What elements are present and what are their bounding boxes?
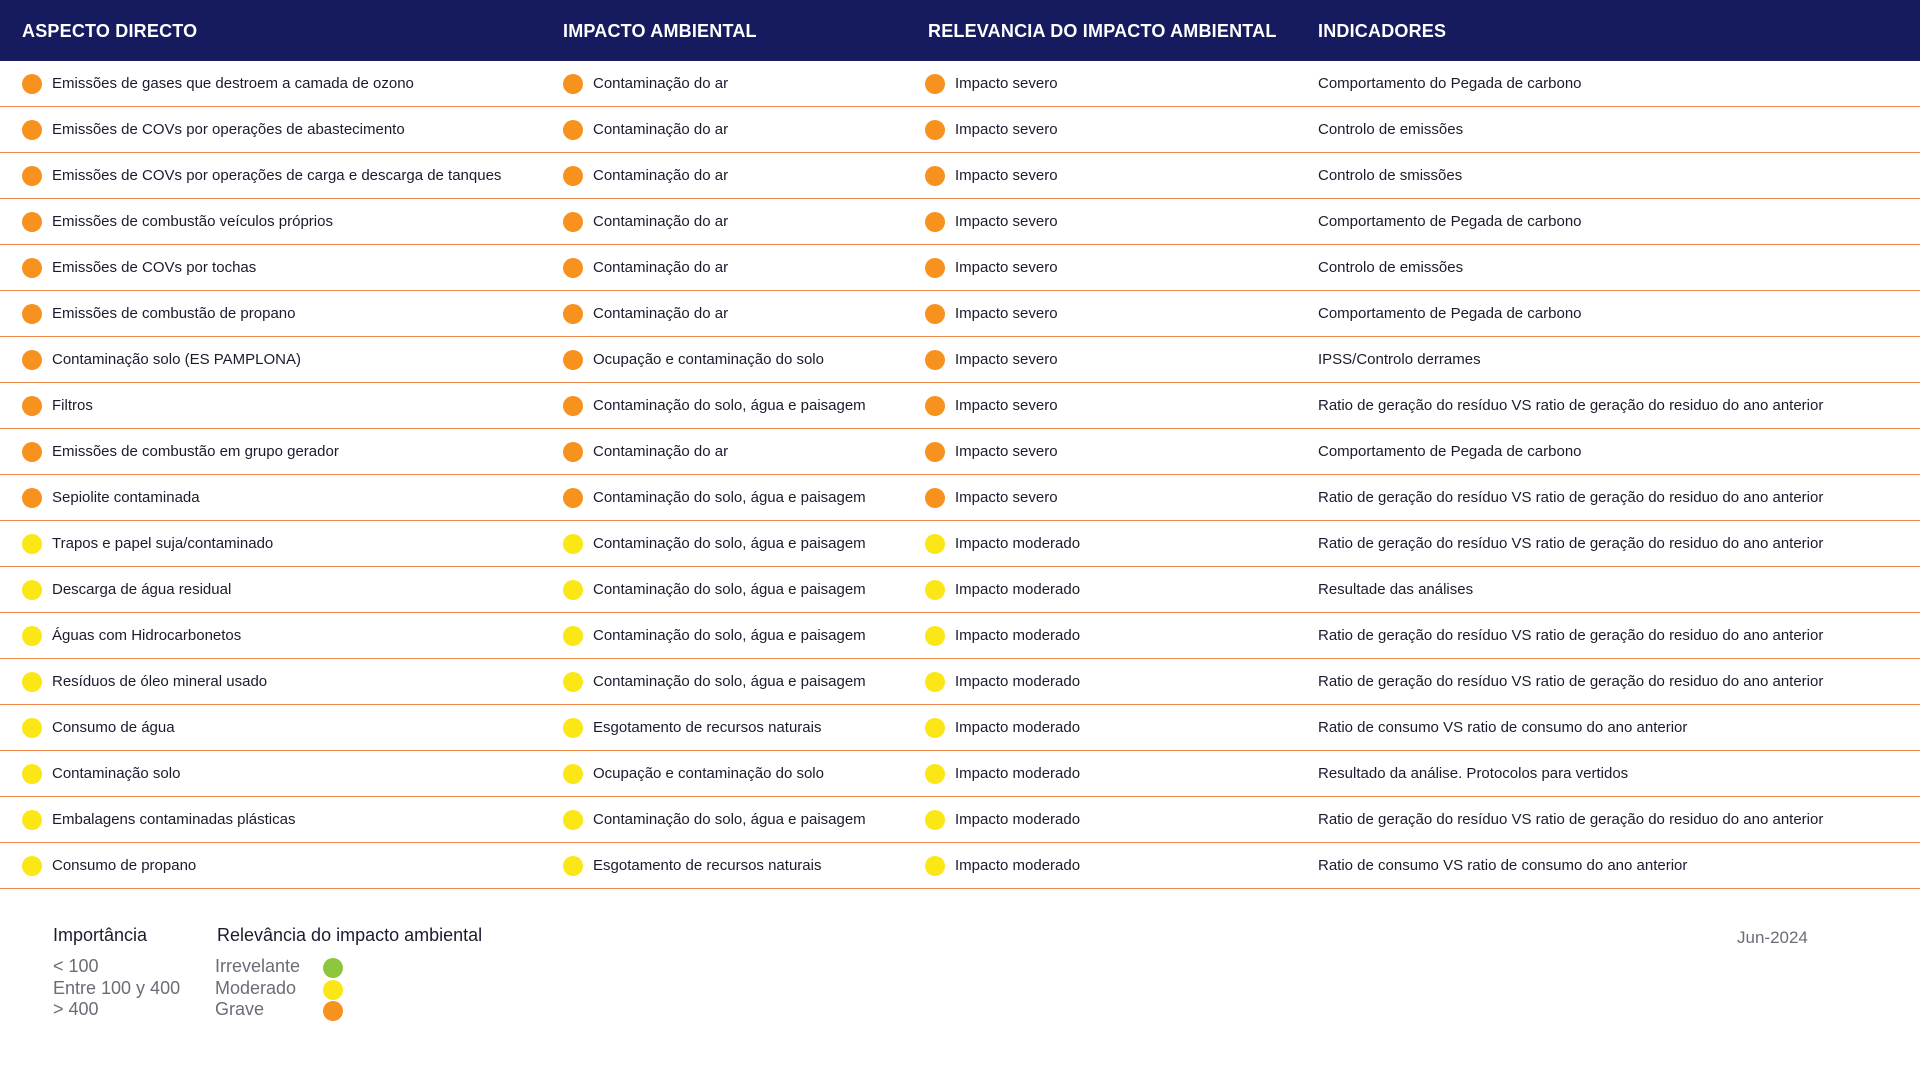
header-relevance: RELEVANCIA DO IMPACTO AMBIENTAL [928, 21, 1277, 41]
cell-impact [563, 107, 728, 152]
cell-relevance [925, 429, 1058, 474]
cell-impact-text: Contaminação do solo, água e paisagem [593, 673, 866, 690]
cell-aspect-text: Emissões de COVs por operações de carga e descarga de tanques [52, 167, 502, 184]
cell-indicator-text: Ratio de geração do resíduo VS ratio de geração do residuo do ano anterior [1318, 489, 1824, 506]
orange-dot-icon [925, 304, 945, 324]
cell-indicator [1318, 199, 1582, 244]
orange-dot-icon [22, 258, 42, 278]
cell-aspect [22, 199, 333, 244]
cell-impact-text: Contaminação do ar [593, 75, 729, 92]
cell-impact [563, 337, 824, 382]
cell-relevance [925, 153, 1058, 198]
cell-indicator [1318, 107, 1463, 152]
cell-impact [563, 751, 824, 796]
cell-aspect-text: Contaminação solo [52, 765, 181, 782]
table-row [0, 337, 1920, 383]
cell-indicator [1318, 521, 1823, 566]
orange-dot-icon [563, 258, 583, 278]
yellow-dot-icon [563, 764, 583, 784]
yellow-dot-icon [563, 580, 583, 600]
yellow-dot-icon [563, 672, 583, 692]
cell-aspect [22, 337, 301, 382]
orange-dot-icon [925, 350, 945, 370]
cell-impact [563, 705, 821, 750]
cell-indicator-text: Ratio de geração do resíduo VS ratio de geração do residuo do ano anterior [1318, 673, 1824, 690]
cell-indicator [1318, 61, 1582, 106]
orange-dot-icon [925, 488, 945, 508]
cell-aspect [22, 659, 267, 704]
orange-dot-icon [925, 442, 945, 462]
cell-indicator-text: Ratio de consumo VS ratio de consumo do ano anterior [1318, 857, 1688, 874]
cell-relevance-text: Impacto severo [955, 167, 1058, 184]
yellow-dot-icon [22, 856, 42, 876]
cell-impact-text: Esgotamento de recursos naturais [593, 719, 822, 736]
importance-item: Entre 100 y 400 [53, 978, 181, 998]
yellow-dot-icon [925, 718, 945, 738]
orange-dot-icon [563, 74, 583, 94]
cell-aspect-text: Sepiolite contaminada [52, 489, 200, 506]
cell-impact-text: Contaminação do ar [593, 443, 729, 460]
cell-relevance-text: Impacto severo [955, 213, 1058, 230]
cell-impact [563, 153, 728, 198]
cell-relevance [925, 797, 1080, 842]
cell-indicator [1318, 659, 1823, 704]
cell-aspect-text: Emissões de COVs por operações de abastecimento [52, 121, 405, 138]
cell-indicator-text: Controlo de smissões [1318, 167, 1463, 184]
yellow-dot-icon [22, 764, 42, 784]
cell-aspect [22, 61, 414, 106]
cell-indicator-text: Ratio de geração do resíduo VS ratio de geração do residuo do ano anterior [1318, 627, 1824, 644]
table-row [0, 705, 1920, 751]
cell-indicator [1318, 613, 1823, 658]
orange-dot-icon [22, 442, 42, 462]
relevance-item-irrelevant: Irrevelante [215, 956, 301, 976]
relevance-item-moderate: Moderado [215, 978, 297, 998]
table-row [0, 613, 1920, 659]
cell-indicator [1318, 475, 1823, 520]
yellow-dot-icon [925, 764, 945, 784]
cell-indicator-text: Ratio de consumo VS ratio de consumo do ano anterior [1318, 719, 1688, 736]
cell-indicator [1318, 429, 1582, 474]
cell-impact-text: Contaminação do solo, água e paisagem [593, 627, 866, 644]
table-row [0, 567, 1920, 613]
cell-aspect [22, 521, 273, 566]
cell-impact-text: Ocupação e contaminação do solo [593, 765, 824, 782]
cell-relevance [925, 705, 1080, 750]
importance-item: < 100 [53, 956, 99, 976]
cell-relevance-text: Impacto moderado [955, 765, 1081, 782]
cell-relevance-text: Impacto severo [955, 259, 1058, 276]
table-row [0, 291, 1920, 337]
orange-dot-icon [22, 304, 42, 324]
yellow-dot-icon [22, 672, 42, 692]
cell-relevance [925, 843, 1080, 888]
cell-aspect [22, 245, 256, 290]
cell-relevance-text: Impacto moderado [955, 719, 1081, 736]
cell-relevance-text: Impacto moderado [955, 673, 1081, 690]
table-row [0, 153, 1920, 199]
cell-aspect [22, 383, 93, 428]
cell-aspect [22, 429, 339, 474]
cell-indicator [1318, 797, 1823, 842]
cell-relevance-text: Impacto severo [955, 397, 1058, 414]
yellow-dot-icon [925, 856, 945, 876]
orange-dot-icon [563, 166, 583, 186]
cell-relevance-text: Impacto severo [955, 489, 1058, 506]
yellow-dot-icon [563, 856, 583, 876]
cell-impact [563, 61, 728, 106]
cell-impact [563, 245, 728, 290]
orange-dot-icon [563, 396, 583, 416]
importance-item: > 400 [53, 999, 99, 1019]
table-row [0, 659, 1920, 705]
orange-dot-icon [22, 488, 42, 508]
yellow-dot-icon [925, 534, 945, 554]
cell-indicator [1318, 383, 1823, 428]
cell-impact-text: Contaminação do ar [593, 259, 729, 276]
table-row [0, 429, 1920, 475]
cell-indicator-text: Resultade das análises [1318, 581, 1474, 598]
yellow-dot-icon [323, 980, 343, 1000]
cell-impact-text: Esgotamento de recursos naturais [593, 857, 822, 874]
cell-aspect-text: Consumo de propano [52, 857, 197, 874]
cell-relevance [925, 245, 1058, 290]
orange-dot-icon [925, 258, 945, 278]
orange-dot-icon [22, 120, 42, 140]
cell-relevance [925, 613, 1080, 658]
cell-relevance-text: Impacto severo [955, 75, 1058, 92]
cell-indicator [1318, 705, 1687, 750]
cell-impact-text: Contaminação do solo, água e paisagem [593, 535, 866, 552]
cell-indicator [1318, 337, 1481, 382]
relevance-title: Relevância do impacto ambiental [217, 925, 483, 945]
cell-aspect [22, 797, 295, 842]
orange-dot-icon [22, 396, 42, 416]
yellow-dot-icon [925, 626, 945, 646]
cell-aspect [22, 613, 241, 658]
table-row [0, 843, 1920, 889]
yellow-dot-icon [563, 718, 583, 738]
cell-indicator [1318, 751, 1628, 796]
orange-dot-icon [22, 212, 42, 232]
table-row [0, 521, 1920, 567]
importance-title: Importância [53, 925, 148, 945]
cell-indicator-text: Controlo de emissões [1318, 259, 1464, 276]
cell-aspect [22, 567, 231, 612]
orange-dot-icon [563, 442, 583, 462]
cell-relevance [925, 199, 1058, 244]
cell-aspect-text: Descarga de água residual [52, 581, 232, 598]
cell-impact [563, 199, 728, 244]
orange-dot-icon [925, 212, 945, 232]
orange-dot-icon [22, 166, 42, 186]
table-row [0, 475, 1920, 521]
cell-aspect [22, 153, 501, 198]
cell-impact-text: Contaminação do solo, água e paisagem [593, 489, 866, 506]
table-row [0, 383, 1920, 429]
cell-relevance-text: Impacto moderado [955, 811, 1081, 828]
cell-aspect-text: Emissões de COVs por tochas [52, 259, 257, 276]
yellow-dot-icon [22, 718, 42, 738]
yellow-dot-icon [563, 810, 583, 830]
cell-aspect-text: Águas com Hidrocarbonetos [52, 627, 242, 644]
cell-relevance-text: Impacto moderado [955, 535, 1081, 552]
cell-relevance [925, 291, 1058, 336]
cell-aspect [22, 751, 180, 796]
cell-impact-text: Contaminação do ar [593, 305, 729, 322]
cell-aspect-text: Contaminação solo (ES PAMPLONA) [52, 351, 301, 368]
relevance-item-severe: Grave [215, 999, 265, 1019]
orange-dot-icon [563, 488, 583, 508]
cell-aspect [22, 843, 196, 888]
cell-aspect-text: Embalagens contaminadas plásticas [52, 811, 296, 828]
header-impact: IMPACTO AMBIENTAL [563, 21, 757, 41]
cell-impact [563, 797, 866, 842]
table-row [0, 245, 1920, 291]
cell-indicator [1318, 153, 1462, 198]
cell-indicator [1318, 843, 1687, 888]
cell-aspect-text: Filtros [52, 397, 93, 414]
header-aspect: ASPECTO DIRECTO [22, 21, 198, 41]
orange-dot-icon [563, 120, 583, 140]
cell-indicator-text: Comportamento de Pegada de carbono [1318, 443, 1582, 460]
table-row [0, 751, 1920, 797]
cell-indicator [1318, 567, 1473, 612]
cell-impact-text: Contaminação do ar [593, 213, 729, 230]
cell-impact-text: Contaminação do ar [593, 167, 729, 184]
cell-impact [563, 521, 866, 566]
cell-relevance [925, 521, 1080, 566]
cell-relevance-text: Impacto moderado [955, 857, 1081, 874]
cell-aspect-text: Resíduos de óleo mineral usado [52, 673, 268, 690]
header-indicators: INDICADORES [1318, 21, 1447, 41]
orange-dot-icon [563, 350, 583, 370]
orange-dot-icon [563, 304, 583, 324]
cell-relevance [925, 659, 1080, 704]
table-row [0, 61, 1920, 107]
cell-aspect-text: Trapos e papel suja/contaminado [52, 535, 274, 552]
cell-indicator [1318, 291, 1582, 336]
cell-aspect [22, 475, 200, 520]
yellow-dot-icon [563, 626, 583, 646]
cell-relevance [925, 107, 1058, 152]
cell-aspect [22, 107, 405, 152]
orange-dot-icon [925, 166, 945, 186]
cell-indicator-text: Comportamento de Pegada de carbono [1318, 305, 1582, 322]
orange-dot-icon [22, 74, 42, 94]
cell-aspect [22, 705, 175, 750]
table-header [0, 0, 1920, 61]
orange-dot-icon [563, 212, 583, 232]
cell-indicator-text: Comportamento de Pegada de carbono [1318, 213, 1582, 230]
cell-aspect-text: Emissões de gases que destroem a camada de ozono [52, 75, 414, 92]
cell-relevance-text: Impacto severo [955, 305, 1058, 322]
orange-dot-icon [925, 74, 945, 94]
cell-aspect-text: Emissões de combustão veículos próprios [52, 213, 333, 230]
yellow-dot-icon [22, 810, 42, 830]
cell-relevance-text: Impacto severo [955, 121, 1058, 138]
cell-impact [563, 383, 866, 428]
cell-impact [563, 613, 866, 658]
cell-impact [563, 843, 821, 888]
cell-indicator [1318, 245, 1463, 290]
table-body [0, 61, 1920, 889]
table-row [0, 199, 1920, 245]
yellow-dot-icon [22, 580, 42, 600]
yellow-dot-icon [563, 534, 583, 554]
cell-relevance [925, 751, 1080, 796]
cell-indicator-text: Ratio de geração do resíduo VS ratio de geração do residuo do ano anterior [1318, 811, 1824, 828]
cell-indicator-text: Comportamento do Pegada de carbono [1318, 75, 1582, 92]
cell-impact [563, 429, 728, 474]
cell-indicator-text: Resultado da análise. Protocolos para vertidos [1318, 765, 1629, 782]
cell-relevance-text: Impacto severo [955, 351, 1058, 368]
table-row [0, 797, 1920, 843]
cell-impact-text: Contaminação do ar [593, 121, 729, 138]
yellow-dot-icon [22, 626, 42, 646]
cell-impact-text: Contaminação do solo, água e paisagem [593, 397, 866, 414]
cell-impact-text: Ocupação e contaminação do solo [593, 351, 824, 368]
orange-dot-icon [925, 120, 945, 140]
cell-relevance-text: Impacto moderado [955, 627, 1081, 644]
orange-dot-icon [22, 350, 42, 370]
cell-indicator-text: IPSS/Controlo derrames [1318, 351, 1481, 368]
cell-impact [563, 567, 866, 612]
orange-dot-icon [925, 396, 945, 416]
cell-relevance [925, 383, 1058, 428]
yellow-dot-icon [925, 580, 945, 600]
cell-impact [563, 291, 728, 336]
cell-indicator-text: Ratio de geração do resíduo VS ratio de geração do residuo do ano anterior [1318, 535, 1824, 552]
cell-aspect [22, 291, 295, 336]
cell-impact [563, 659, 866, 704]
yellow-dot-icon [22, 534, 42, 554]
yellow-dot-icon [925, 810, 945, 830]
cell-relevance [925, 567, 1080, 612]
cell-impact-text: Contaminação do solo, água e paisagem [593, 581, 866, 598]
report-date: Jun-2024 [1737, 928, 1808, 947]
cell-relevance-text: Impacto moderado [955, 581, 1081, 598]
cell-aspect-text: Emissões de combustão de propano [52, 305, 296, 322]
cell-relevance [925, 337, 1058, 382]
cell-aspect-text: Consumo de água [52, 719, 175, 736]
cell-relevance [925, 475, 1058, 520]
cell-relevance-text: Impacto severo [955, 443, 1058, 460]
cell-indicator-text: Ratio de geração do resíduo VS ratio de geração do residuo do ano anterior [1318, 397, 1824, 414]
table-row [0, 107, 1920, 153]
cell-relevance [925, 61, 1058, 106]
orange-dot-icon [323, 1001, 343, 1021]
cell-impact-text: Contaminação do solo, água e paisagem [593, 811, 866, 828]
cell-indicator-text: Controlo de emissões [1318, 121, 1464, 138]
yellow-dot-icon [925, 672, 945, 692]
cell-impact [563, 475, 866, 520]
green-dot-icon [323, 958, 343, 978]
cell-aspect-text: Emissões de combustão em grupo gerador [52, 443, 339, 460]
